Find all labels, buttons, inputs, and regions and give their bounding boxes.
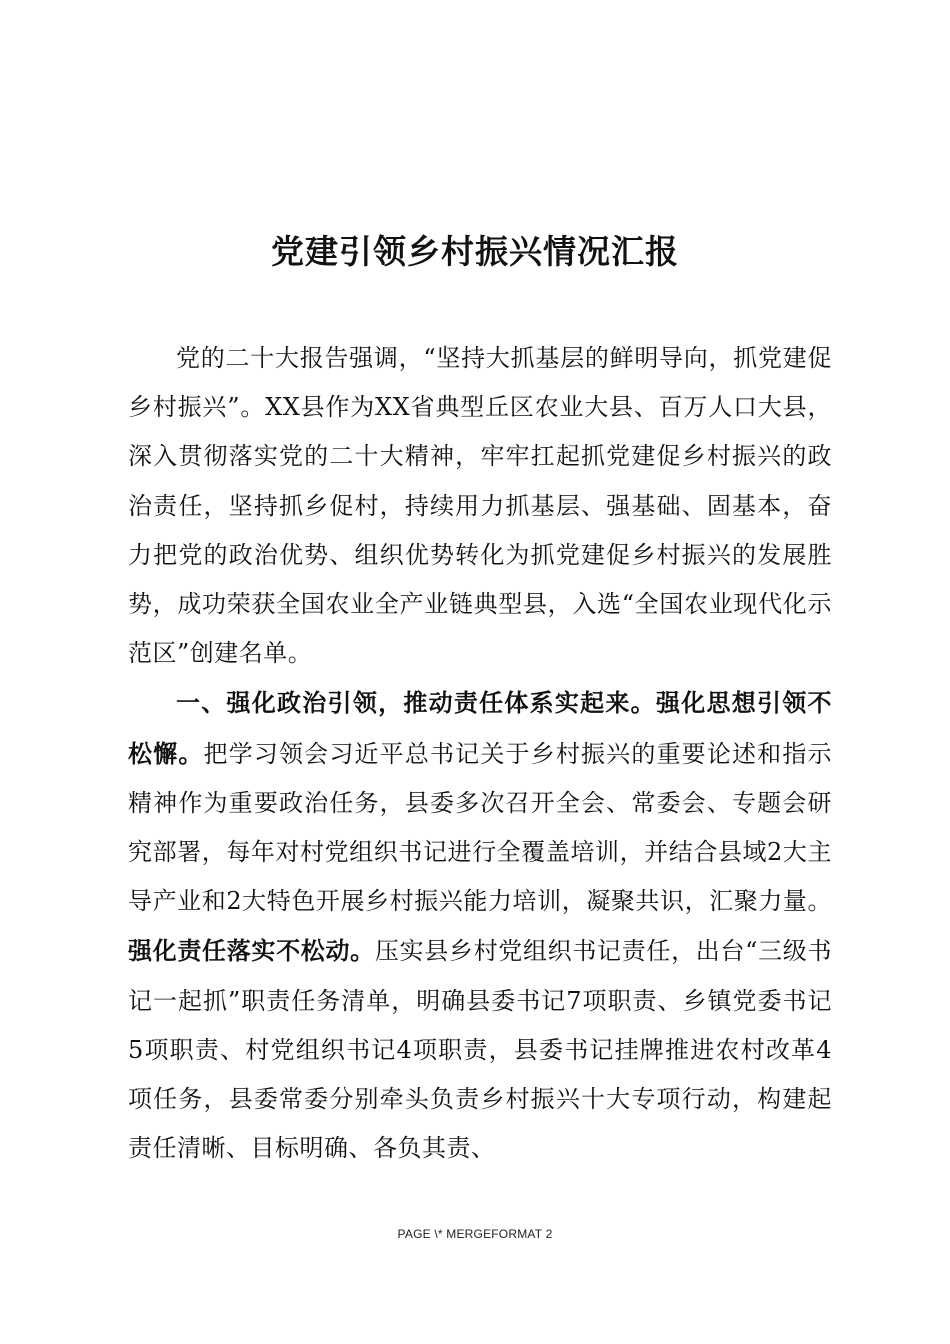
intro-paragraph: 党的二十大报告强调，“坚持大抓基层的鲜明导向，抓党建促乡村振兴”。XX县作为XX省典型丘区农业大县、百万人口大县，深入贯彻落实党的二十大精神，牢牢扛起抓党建促乡村振兴的政治责任，坚持抓乡促村，持续用力抓基层、强基础、固基本，奋力把党的政治优势、组织优势转化为抓党建促乡村振兴的发展胜势，成功荣获全国农业全产业链典型县，入选“全国农业现代化示范区”创建名单。 (128, 344, 832, 668)
section-1-heading: 一、强化政治引领，推动责任体系实起来。 (176, 688, 656, 718)
page-footer: PAGE \* MERGEFORMAT 2 (397, 1227, 553, 1241)
section-1-sub2-text: 压实县乡村党组织书记责任，出台“三级书记一起抓”职责任务清单，明确县委书记7项职责、乡镇党委书记5项职责、村党组织书记4项职责，县委书记挂牌推进农村改革4项任务，县委常委分别牵头负责乡村振兴十大专项行动，构建起责任清晰、目标明确、各负其责、 (128, 937, 832, 1163)
document-body (128, 334, 832, 1173)
document-title: 党建引领乡村振兴情况汇报 (271, 232, 679, 271)
section-1-sub2-heading: 强化责任落实不松动。 (128, 936, 375, 966)
section-1-paragraph (128, 678, 832, 1173)
section-1-sub1-text: 把学习领会习近平总书记关于乡村振兴的重要论述和指示精神作为重要政治任务，县委多次召开全会、常委会、专题会研究部署，每年对村党组织书记进行全覆盖培训，并结合县域2大主导产业和2大特色开展乡村振兴能力培训，凝聚共识，汇聚力量。 (128, 739, 832, 916)
section-1-sub1-heading: 强化思想引领不松懈。 (128, 688, 833, 768)
